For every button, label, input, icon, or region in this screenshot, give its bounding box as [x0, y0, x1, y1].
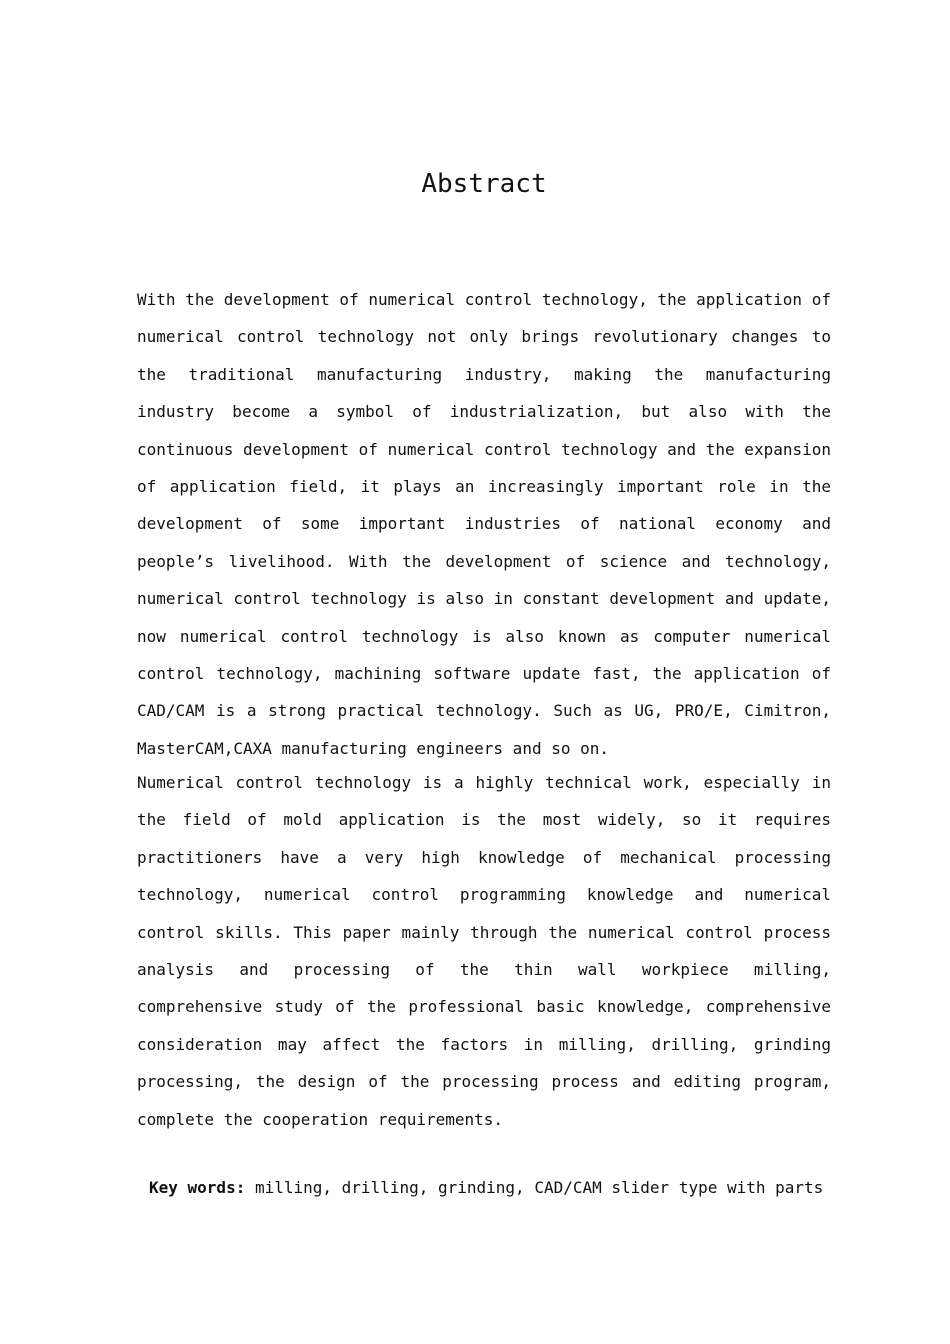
text-line: numerical control technology not only brings revolutionary changes to: [137, 327, 831, 347]
text-line: of application field, it plays an increasingly important role in the: [137, 476, 831, 496]
text-line: CAD/CAM is a strong practical technology. Such as UG, PRO/E, Cimitron,: [137, 701, 831, 721]
text-line: complete the cooperation requirements.: [137, 1109, 504, 1129]
text-line: control technology, machining software update fast, the application of: [137, 663, 831, 683]
text-line: development of some important industries of national economy and: [137, 514, 831, 534]
keywords-label: Key words:: [149, 1178, 246, 1197]
text-line: industry become a symbol of industrialization, but also with the: [137, 402, 831, 422]
text-line: the field of mold application is the most widely, so it requires: [137, 810, 831, 830]
text-line: numerical control technology is also in constant development and update,: [137, 589, 831, 609]
abstract-title: Abstract: [421, 169, 547, 199]
text-line: consideration may affect the factors in milling, drilling, grinding: [137, 1034, 831, 1054]
text-line: the traditional manufacturing industry, making the manufacturing: [137, 364, 831, 384]
keywords-line: [149, 1169, 823, 1206]
text-line: people’s livelihood. With the development of science and technology,: [137, 551, 831, 571]
text-line: now numerical control technology is also known as computer numerical: [137, 626, 831, 646]
text-line: processing, the design of the processing process and editing program,: [137, 1072, 831, 1092]
abstract-paragraph-2: [137, 764, 831, 1138]
text-line: practitioners have a very high knowledge of mechanical processing: [137, 847, 831, 867]
text-line: technology, numerical control programming knowledge and numerical: [137, 885, 831, 905]
text-line: MasterCAM,CAXA manufacturing engineers and so on.: [137, 738, 610, 758]
text-line: control skills. This paper mainly through the numerical control process: [137, 922, 831, 942]
text-line: continuous development of numerical control technology and the expansion: [137, 439, 831, 459]
abstract-paragraph-1: [137, 281, 831, 767]
text-line: Numerical control technology is a highly technical work, especially in: [137, 773, 831, 792]
keywords-text: milling, drilling, grinding, CAD/CAM slider type with parts: [254, 1178, 824, 1197]
text-line: With the development of numerical control technology, the application of: [137, 290, 831, 309]
text-line: comprehensive study of the professional basic knowledge, comprehensive: [137, 997, 831, 1017]
text-line: analysis and processing of the thin wall workpiece milling,: [137, 959, 831, 979]
